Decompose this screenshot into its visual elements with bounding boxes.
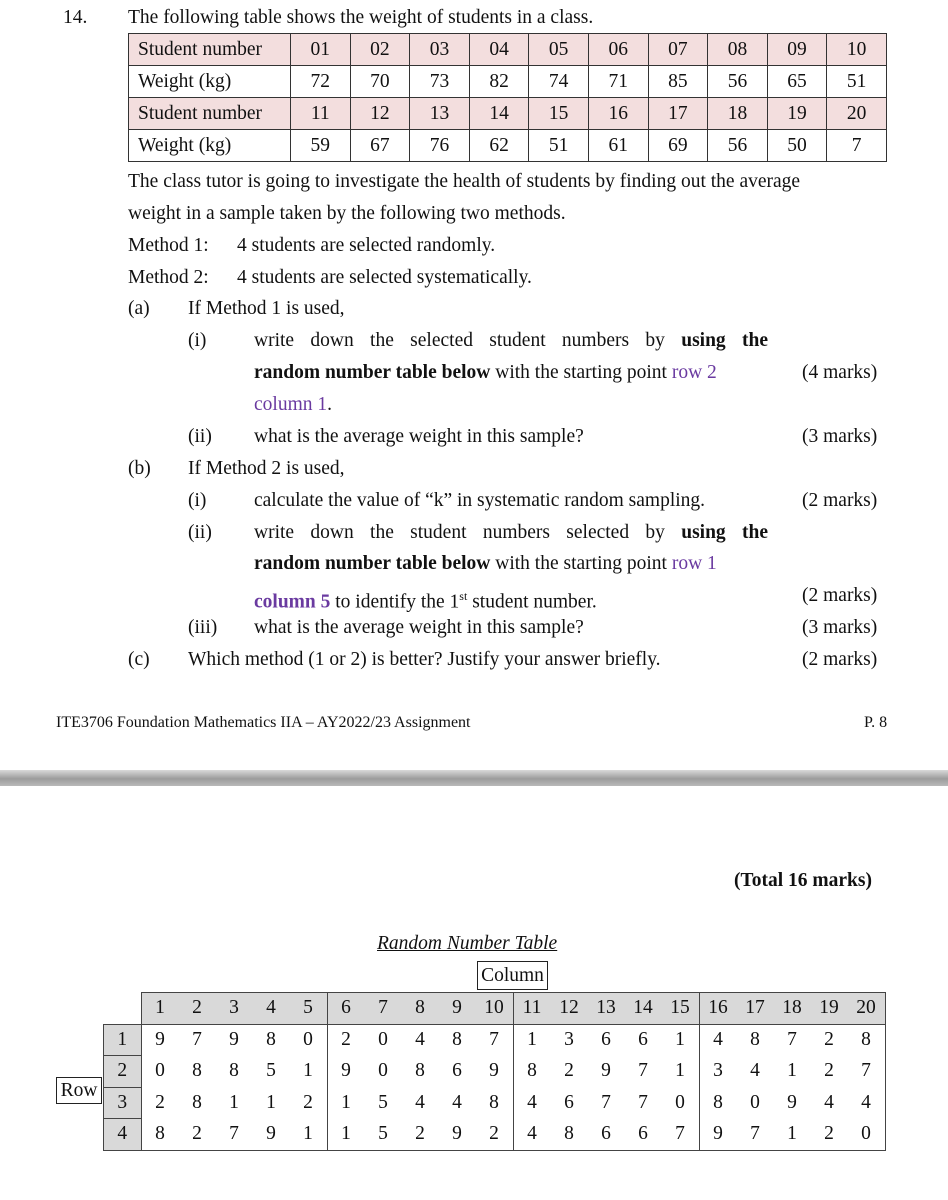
weight-table-cell: 06: [588, 34, 648, 66]
random-table-cell: 0: [141, 1056, 179, 1088]
method1-text: 4 students are selected randomly.: [237, 235, 496, 256]
random-table-cell: 8: [415, 1060, 425, 1082]
weight-table-cell: 17: [648, 98, 708, 130]
random-table-cell: 4: [513, 1087, 551, 1119]
weight-table-cell: 56: [708, 66, 768, 98]
weight-table-cell: 72: [291, 66, 351, 98]
weight-table-cell: 19: [767, 98, 827, 130]
weight-table-row-label: Weight (kg): [129, 130, 291, 162]
random-table-cell: 7: [601, 1091, 611, 1113]
part-c-text: Which method (1 or 2) is better? Justify your answer briefly.: [188, 649, 661, 670]
random-table-cell: 5: [266, 1060, 276, 1082]
weight-table-row: [129, 66, 887, 98]
weight-table-cell: 07: [648, 34, 708, 66]
weight-table-cell: 69: [648, 130, 708, 162]
random-table-cell: 1: [774, 1119, 811, 1151]
part-c-marks: (2 marks): [802, 649, 878, 670]
random-table-row-header: 3: [104, 1087, 142, 1119]
random-table-cell: 1: [327, 1119, 365, 1151]
weight-table-cell: 03: [410, 34, 470, 66]
random-table-cell: 9: [141, 1024, 179, 1056]
weight-table-cell: 51: [529, 130, 589, 162]
part-a-i-line-1: write down the selected student numbers by using the: [254, 330, 768, 351]
random-table-cell: 2: [141, 1087, 179, 1119]
random-table-cell: 4: [750, 1060, 760, 1082]
random-table-cell: 4: [824, 1091, 834, 1113]
part-a-ii-marks: (3 marks): [802, 426, 878, 447]
weight-table-cell: 11: [291, 98, 351, 130]
random-table-cell: 8: [551, 1119, 588, 1151]
random-table-cell: 9: [229, 1029, 239, 1050]
random-table-row: [104, 1056, 886, 1088]
method1-label: Method 1:: [128, 235, 209, 256]
random-table-cell: 6: [452, 1060, 462, 1082]
random-table-cell: 6: [601, 1029, 611, 1050]
random-table-cell: 8: [513, 1056, 551, 1088]
random-table-cell: 8: [192, 1091, 202, 1113]
part-a-i-label: (i): [188, 330, 207, 351]
weight-table-cell: 73: [410, 66, 470, 98]
random-table-column-header: 9: [439, 993, 476, 1025]
random-table-column-header: 7: [365, 993, 402, 1025]
weight-table-cell: 18: [708, 98, 768, 130]
random-table-cell: 1: [513, 1024, 551, 1056]
random-table-row: [104, 1087, 886, 1119]
part-b-ii-line-2: random number table below with the starting point row 1: [254, 553, 717, 574]
weight-table-cell: 59: [291, 130, 351, 162]
weight-table-cell: 82: [469, 66, 529, 98]
random-table-cell: 1: [675, 1029, 685, 1050]
method2-text: 4 students are selected systematically.: [237, 267, 532, 288]
weight-table-cell: 09: [767, 34, 827, 66]
part-b-label: (b): [128, 458, 151, 479]
row-label: Row: [56, 1077, 102, 1104]
weight-table-cell: 04: [469, 34, 529, 66]
part-c-label: (c): [128, 649, 150, 670]
random-table-column-header: 4: [253, 993, 290, 1025]
random-table-cell: 1: [675, 1060, 685, 1082]
footer-course: ITE3706 Foundation Mathematics IIA – AY2022/23 Assignment: [56, 714, 471, 731]
random-table-column-header: 5: [290, 993, 328, 1025]
weight-table-cell: 20: [827, 98, 887, 130]
random-table-column-header: 1: [141, 993, 179, 1025]
weight-table-cell: 05: [529, 34, 589, 66]
weight-table-cell: 16: [588, 98, 648, 130]
random-table-cell: 4: [415, 1091, 425, 1113]
weight-table: [128, 33, 887, 162]
random-table-cell: 2: [402, 1119, 439, 1151]
part-a-ii-label: (ii): [188, 426, 212, 447]
weight-table-cell: 12: [350, 98, 410, 130]
weight-table-cell: 14: [469, 98, 529, 130]
weight-table-row-label: Student number: [129, 34, 291, 66]
random-table-cell: 8: [848, 1024, 886, 1056]
random-table-cell: 8: [141, 1119, 179, 1151]
random-table-cell: 7: [737, 1119, 774, 1151]
part-b-iii-text: what is the average weight in this sample?: [254, 617, 584, 638]
weight-table-cell: 74: [529, 66, 589, 98]
random-table-cell: 8: [266, 1029, 276, 1050]
random-table-header-row: [104, 993, 886, 1025]
random-table-cell: 5: [378, 1091, 388, 1113]
random-table-column-header: 13: [588, 993, 625, 1025]
random-table-cell: 2: [303, 1091, 313, 1113]
random-table-cell: 6: [564, 1091, 574, 1113]
random-table-cell: 8: [192, 1060, 202, 1082]
random-table-cell: 0: [378, 1029, 388, 1050]
part-b-iii-label: (iii): [188, 617, 218, 638]
random-table-cell: 6: [638, 1029, 648, 1050]
random-table-cell: 2: [824, 1029, 834, 1050]
random-table-cell: 2: [824, 1060, 834, 1082]
random-table-row-header: 4: [104, 1119, 142, 1151]
random-table-column-header: 10: [476, 993, 514, 1025]
random-table-cell: 0: [378, 1060, 388, 1082]
part-a-i-line-2: random number table below with the starting point row 2: [254, 362, 717, 383]
part-b-text: If Method 2 is used,: [188, 458, 345, 479]
random-table-cell: 4: [848, 1087, 886, 1119]
random-table-cell: 3: [564, 1029, 574, 1050]
random-table-column-header: 2: [179, 993, 216, 1025]
random-table-cell: 2: [476, 1119, 514, 1151]
weight-table-cell: 62: [469, 130, 529, 162]
weight-table-cell: 65: [767, 66, 827, 98]
random-table-cell: 3: [699, 1056, 737, 1088]
part-b-ii-marks: (2 marks): [802, 585, 878, 606]
weight-table-cell: 67: [350, 130, 410, 162]
paragraph-line-2: weight in a sample taken by the following two methods.: [128, 203, 566, 224]
random-table-column-header: 8: [402, 993, 439, 1025]
part-b-i-text: calculate the value of “k” in systematic random sampling.: [254, 490, 706, 511]
part-b-ii-label: (ii): [188, 522, 212, 543]
random-table-row-header: 2: [104, 1056, 142, 1088]
random-table-cell: 0: [750, 1091, 760, 1113]
page-separator: [0, 770, 948, 786]
random-table-cell: 1: [290, 1119, 328, 1151]
random-table-cell: 8: [229, 1060, 239, 1082]
part-b-ii-line-1: write down the student numbers selected by using the: [254, 522, 768, 543]
weight-table-cell: 7: [827, 130, 887, 162]
random-table-row: [104, 1024, 886, 1056]
part-b-iii-marks: (3 marks): [802, 617, 878, 638]
random-table-column-header: 14: [625, 993, 662, 1025]
weight-table-cell: 56: [708, 130, 768, 162]
random-table-cell: 7: [787, 1029, 797, 1050]
random-table-column-header: 15: [662, 993, 700, 1025]
random-table-cell: 7: [638, 1091, 648, 1113]
random-table-cell: 5: [365, 1119, 402, 1151]
footer-page-number: P. 8: [864, 714, 888, 731]
method2-label: Method 2:: [128, 267, 209, 288]
random-number-table: [103, 992, 886, 1151]
random-table-cell: 7: [216, 1119, 253, 1151]
random-table-cell: 0: [848, 1119, 886, 1151]
weight-table-row: [129, 98, 887, 130]
random-table-cell: 1: [266, 1091, 276, 1113]
weight-table-cell: 10: [827, 34, 887, 66]
part-a-ii-text: what is the average weight in this sample?: [254, 426, 584, 447]
part-a-i-line-3: column 1.: [254, 394, 332, 415]
random-table-cell: 9: [699, 1119, 737, 1151]
weight-table-row-label: Weight (kg): [129, 66, 291, 98]
random-table-cell: 4: [513, 1119, 551, 1151]
random-table-title: Random Number Table: [377, 933, 558, 954]
weight-table-cell: 70: [350, 66, 410, 98]
weight-table-cell: 76: [410, 130, 470, 162]
weight-table-row-label: Student number: [129, 98, 291, 130]
part-b-ii-line-3: column 5 to identify the 1st student number.: [254, 589, 597, 613]
weight-table-row: [129, 34, 887, 66]
weight-table-cell: 02: [350, 34, 410, 66]
random-table-column-header: 3: [216, 993, 253, 1025]
weight-table-cell: 71: [588, 66, 648, 98]
part-b-i-label: (i): [188, 490, 207, 511]
random-table-column-header: 17: [737, 993, 774, 1025]
paragraph-line-1: The class tutor is going to investigate the health of students by finding out the average: [128, 171, 801, 192]
weight-table-cell: 15: [529, 98, 589, 130]
weight-table-cell: 85: [648, 66, 708, 98]
part-a-text: If Method 1 is used,: [188, 298, 345, 319]
random-table-cell: 9: [253, 1119, 290, 1151]
total-marks: (Total 16 marks): [734, 870, 872, 891]
random-table-cell: 6: [625, 1119, 662, 1151]
random-table-cell: 0: [303, 1029, 313, 1050]
random-table-cell: 7: [848, 1056, 886, 1088]
random-table-cell: 0: [675, 1091, 685, 1113]
random-table-cell: 1: [303, 1060, 313, 1082]
weight-table-cell: 51: [827, 66, 887, 98]
weight-table-cell: 08: [708, 34, 768, 66]
random-table-cell: 8: [699, 1087, 737, 1119]
part-a-label: (a): [128, 298, 150, 319]
random-table-cell: 8: [750, 1029, 760, 1050]
weight-table-cell: 61: [588, 130, 648, 162]
question-intro: The following table shows the weight of students in a class.: [128, 7, 594, 28]
random-table-column-header: 6: [327, 993, 365, 1025]
weight-table-cell: 01: [291, 34, 351, 66]
part-b-i-marks: (2 marks): [802, 490, 878, 511]
random-table-cell: 7: [662, 1119, 700, 1151]
random-table-cell: 6: [588, 1119, 625, 1151]
column-label: Column: [477, 961, 548, 990]
random-table-cell: 2: [327, 1024, 365, 1056]
random-table-corner: [104, 993, 142, 1025]
random-table-cell: 4: [452, 1091, 462, 1113]
random-table-cell: 7: [638, 1060, 648, 1082]
random-table-cell: 9: [489, 1060, 499, 1082]
question-number: 14.: [63, 7, 88, 28]
random-table-cell: 7: [489, 1029, 499, 1050]
random-table-row: [104, 1119, 886, 1151]
weight-table-cell: 13: [410, 98, 470, 130]
random-table-cell: 4: [415, 1029, 425, 1050]
random-table-column-header: 12: [551, 993, 588, 1025]
random-table-cell: 2: [179, 1119, 216, 1151]
random-table-column-header: 18: [774, 993, 811, 1025]
weight-table-row: [129, 130, 887, 162]
random-table-cell: 9: [327, 1056, 365, 1088]
random-table-cell: 2: [564, 1060, 574, 1082]
random-table-row-header: 1: [104, 1024, 142, 1056]
random-table-cell: 4: [699, 1024, 737, 1056]
random-table-cell: 8: [452, 1029, 462, 1050]
random-table-column-header: 11: [513, 993, 551, 1025]
random-table-cell: 9: [787, 1091, 797, 1113]
random-table-column-header: 16: [699, 993, 737, 1025]
random-table-cell: 7: [192, 1029, 202, 1050]
part-a-i-marks: (4 marks): [802, 362, 878, 383]
weight-table-cell: 50: [767, 130, 827, 162]
random-table-column-header: 19: [811, 993, 848, 1025]
random-table-cell: 1: [229, 1091, 239, 1113]
random-table-cell: 1: [787, 1060, 797, 1082]
random-table-cell: 8: [489, 1091, 499, 1113]
random-table-cell: 2: [811, 1119, 848, 1151]
random-table-cell: 9: [439, 1119, 476, 1151]
random-table-column-header: 20: [848, 993, 886, 1025]
random-table-cell: 9: [601, 1060, 611, 1082]
random-table-cell: 1: [327, 1087, 365, 1119]
